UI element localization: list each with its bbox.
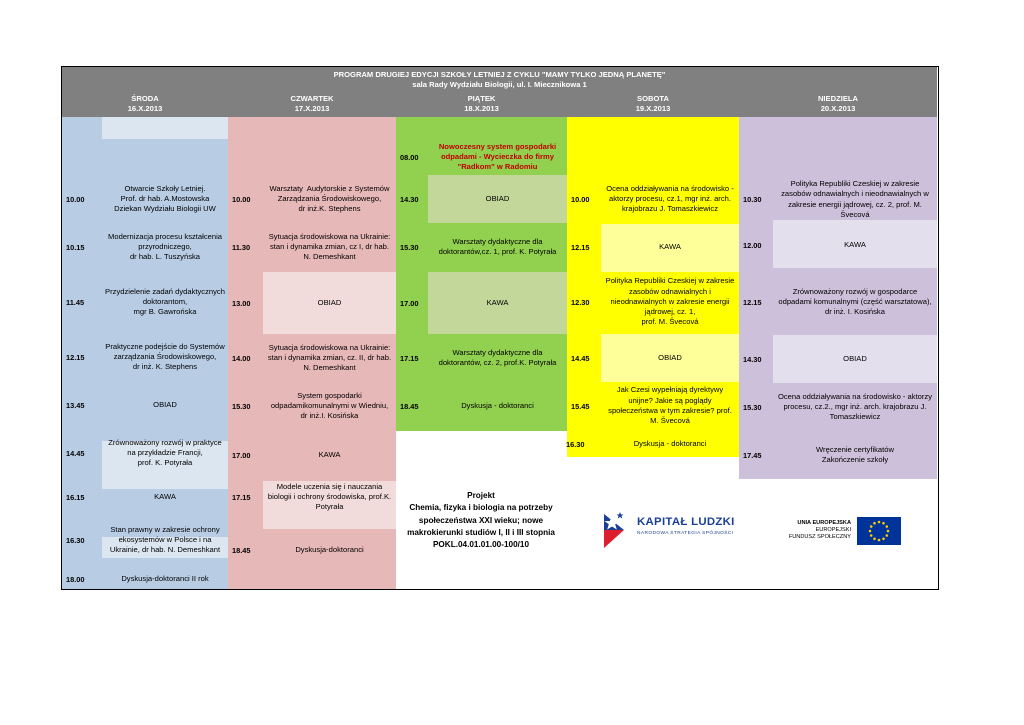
niedziela-event: OBIAD	[843, 353, 867, 363]
day-date-czwartek: 17.X.2013	[294, 104, 330, 113]
czwartek-time: 15.30	[232, 401, 251, 411]
schedule-title: PROGRAM DRUGIEJ EDYCJI SZKOŁY LETNIEJ Z CYKLU "MAMY TYLKO JEDNĄ PLANETĘ"	[333, 70, 666, 79]
day-name-sroda: ŚRODA	[131, 94, 159, 103]
czwartek-time: 14.00	[232, 353, 251, 363]
day-name-czwartek: CZWARTEK	[290, 94, 334, 103]
niedziela-event: Ocena oddziaływania na środowisko - aktorzy procesu, cz.2., mgr inż. arch. krajobrazu J. Tomaszkiewicz	[777, 391, 933, 422]
czwartek-time: 17.00	[232, 450, 251, 460]
sroda-event: Otwarcie Szkoły Letniej. Prof. dr hab. A.Mostowska Dziekan Wydziału Biologii UW	[114, 183, 216, 214]
schedule-subtitle: sala Rady Wydziału Biologii, ul. I. Miecznikowa 1	[412, 80, 587, 89]
sobota-event: OBIAD	[658, 352, 682, 362]
sobota-event: Jak Czesi wypełniają dyrektywy unijne? Jakie są poglądy społeczeństwa w tym zakresie? prof. M. Švecová	[608, 385, 732, 426]
czwartek-event: Sytuacja środowiskowa na Ukrainie: stan i dynamika zmian, cz I, dr hab. N. Demeshkant	[268, 231, 391, 262]
niedziela-time: 12.15	[743, 297, 762, 307]
day-name-piatek: PIĄTEK	[467, 94, 496, 103]
niedziela-time: 15.30	[743, 402, 762, 412]
sroda-event: Praktyczne podejście do Systemów zarządzania Środowiskowego, dr inż. K. Stephens	[105, 341, 225, 372]
czwartek-event: Dyskusja-doktoranci	[295, 544, 364, 554]
day-date-sroda: 16.X.2013	[127, 104, 163, 113]
sroda-event: OBIAD	[153, 399, 177, 409]
sroda-time: 13.45	[66, 400, 85, 410]
day-name-niedziela: NIEDZIELA	[817, 94, 859, 103]
czwartek-time: 11.30	[232, 242, 251, 252]
sroda-event: Przydzielenie zadań dydaktycznych doktorantom, mgr B. Gawrońska	[105, 286, 225, 317]
niedziela-event: Polityka Republiki Czeskiej w zakresie zasobów odnawialnych i nieodnawialnych w zakresie energii jądrowej, cz. 2, prof. M. Švecová	[781, 178, 929, 219]
sobota-event: Ocena oddziaływania na środowisko - aktorzy procesu, cz.1, mgr inż. arch. krajobrazu J. Tomaszkiewicz	[606, 183, 734, 214]
sobota-time: 15.45	[571, 401, 590, 411]
niedziela-event: KAWA	[844, 239, 866, 249]
czwartek-time: 18.45	[232, 545, 251, 555]
sobota-time: 10.00	[571, 194, 590, 204]
eu-label-2: EUROPEJSKI	[815, 527, 851, 533]
sobota-time: 16.30	[566, 439, 585, 449]
niedziela-event: Wręczenie certyfikatów Zakończenie szkoły	[816, 444, 894, 464]
sobota-event: Polityka Republiki Czeskiej w zakresie zasobów odnawialnych i nieodnawialnych w zakresie energii jądrowej, cz. 1, prof. M. Švecová	[605, 276, 735, 327]
day-date-sobota: 19.X.2013	[635, 104, 671, 113]
sobota-event: Dyskusja - doktoranci	[633, 438, 707, 448]
eu-flag-icon	[857, 517, 901, 545]
niedziela-time: 12.00	[743, 240, 762, 250]
czwartek-time: 13.00	[232, 298, 251, 308]
eu-label-3: FUNDUSZ SPOŁECZNY	[788, 534, 851, 540]
czwartek-time: 10.00	[232, 194, 251, 204]
sobota-time: 14.45	[571, 353, 590, 363]
piatek-event-trip: Nowoczesny system gospodarki odpadami - Wycieczka do firmy "Radkom" w Radomiu	[438, 141, 557, 172]
eu-label-1: UNIA EUROPEJSKA	[797, 520, 851, 526]
niedziela-event: Zrównoważony rozwój w gospodarce odpadami komunalnymi (część warsztatowa), dr inż. I. Kosińska	[778, 286, 932, 317]
piatek-time: 17.00	[400, 298, 419, 308]
czwartek-event: OBIAD	[317, 297, 342, 307]
sroda-header-light	[102, 117, 228, 139]
logos-area	[597, 503, 917, 567]
sroda-event: Stan prawny w zakresie ochrony ekosystemów w Polsce i na Ukrainie, dr hab. N. Demeshkant	[109, 524, 221, 555]
piatek-time: 15.30	[400, 242, 419, 252]
schedule-header	[62, 67, 937, 117]
schedule-sheet	[61, 66, 939, 590]
piatek-event: Dyskusja - doktoranci	[461, 400, 534, 410]
czwartek-event: KAWA	[318, 449, 341, 459]
sroda-time: 12.15	[66, 352, 85, 362]
sroda-event: KAWA	[154, 491, 176, 501]
piatek-event: Warsztaty dydaktyczne dla doktorantów, cz. 2, prof.K. Potyrała	[438, 347, 557, 367]
sroda-time: 14.45	[66, 448, 85, 458]
day-date-piatek: 18.X.2013	[464, 104, 499, 113]
piatek-time: 18.45	[400, 401, 419, 411]
sobota-time: 12.15	[571, 242, 590, 252]
sroda-time: 10.15	[66, 242, 85, 252]
piatek-event: KAWA	[486, 297, 509, 307]
kapital-ludzki-title: KAPITAŁ LUDZKI	[637, 516, 735, 528]
czwartek-event: System gospodarki odpadamikomunalnymi w Wiedniu, dr inż.I. Kosińska	[270, 390, 389, 421]
sroda-time: 10.00	[66, 194, 85, 204]
day-name-sobota: SOBOTA	[637, 94, 669, 103]
sroda-event: Modernizacja procesu kształcenia przyrodniczego, dr hab. L. Tuszyńska	[108, 231, 222, 262]
sroda-event: Dyskusja-doktoranci II rok	[121, 573, 209, 583]
piatek-time: 17.15	[400, 353, 419, 363]
niedziela-time: 10.30	[743, 195, 762, 204]
day-date-niedziela: 20.X.2013	[820, 104, 856, 113]
project-description: Projekt Chemia, fizyka i biologia na potrzeby społeczeństwa XXI wieku; nowe makrokierunki studiów I, II i III stopnia POKL.04.01.01.00-100/10	[407, 491, 555, 550]
niedziela-time: 14.30	[743, 354, 762, 364]
piatek-time: 08.00	[400, 152, 419, 162]
sroda-time: 11.45	[66, 297, 85, 307]
sroda-time: 18.00	[66, 574, 85, 584]
czwartek-event: Sytuacja środowiskowa na Ukrainie: stan i dynamika zmian, cz. II, dr hab. N. Demeshkant	[267, 342, 392, 373]
kapital-ludzki-logo-icon	[602, 508, 634, 550]
piatek-event: OBIAD	[485, 193, 510, 203]
czwartek-time: 17.15	[232, 492, 251, 502]
sroda-time: 16.30	[66, 535, 85, 545]
sobota-time: 12.30	[571, 297, 590, 307]
czwartek-event: Warsztaty Audytorskie z Systemów Zarządzania Środowiskowego, dr inż.K. Stephens	[269, 183, 390, 214]
piatek-event: Warsztaty dydaktyczne dla doktorantów,cz. 1, prof. K. Potyrała	[438, 236, 557, 256]
niedziela-time: 17.45	[743, 450, 762, 460]
sroda-event: Zrównoważony rozwój w praktyce na przykładzie Francji, prof. K. Potyrała	[108, 437, 222, 468]
sobota-event: KAWA	[659, 241, 681, 251]
kapital-ludzki-subtitle: NARODOWA STRATEGIA SPÓJNOŚCI	[637, 531, 734, 536]
sroda-time: 16.15	[66, 492, 85, 502]
czwartek-event: Modele uczenia się i nauczania biologii i ochrony środowiska, prof.K. Potyrała	[267, 481, 392, 512]
piatek-time: 14.30	[400, 194, 419, 204]
